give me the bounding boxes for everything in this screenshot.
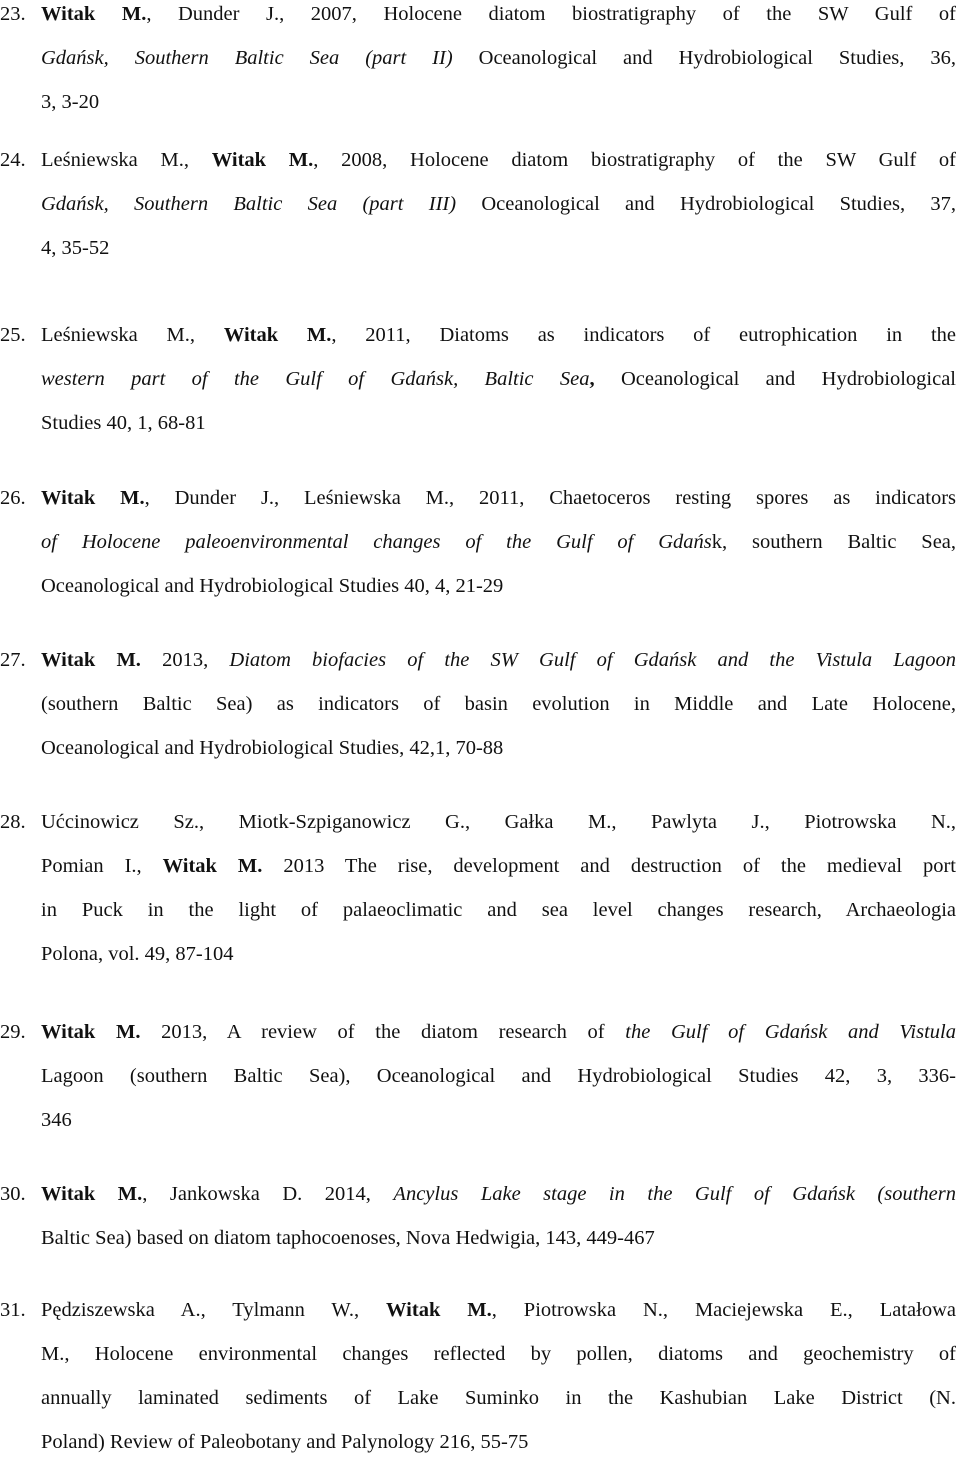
reference-text: , Jankowska D. 2014,	[142, 1183, 394, 1205]
author-highlight: Witak M.	[223, 324, 332, 346]
reference-line	[0, 726, 956, 770]
title-text: Ancylus Lake stage in the Gulf of Gdańsk (southern	[393, 1183, 957, 1205]
reference-text: 4, 35-52	[41, 237, 110, 259]
reference-line	[0, 1376, 956, 1420]
reference-text: Pomian I.,	[41, 855, 163, 877]
author-highlight: ,	[589, 368, 595, 390]
reference-entry	[0, 0, 956, 124]
author-highlight: Witak M.	[41, 1021, 141, 1043]
reference-text: k, southern Baltic Sea,	[711, 531, 957, 553]
reference-entry	[0, 1010, 956, 1142]
reference-text: , 2011, Diatoms as indicators of eutrophication in the	[331, 324, 956, 346]
reference-entry	[0, 313, 956, 445]
reference-line	[0, 638, 956, 682]
author-highlight: Witak M.	[386, 1299, 492, 1321]
reference-line	[0, 932, 956, 976]
reference-text: , Dunder J., 2007, Holocene diatom biostratigraphy of the SW Gulf of	[146, 3, 956, 25]
reference-line	[0, 138, 956, 182]
reference-text: 2013 The rise, development and destruction of the medieval port	[262, 855, 957, 877]
title-text: western part of the Gulf of Gdańsk, Baltic Sea	[41, 368, 590, 390]
reference-text: Leśniewska M.,	[41, 149, 212, 171]
reference-line	[0, 564, 956, 608]
reference-line	[0, 520, 956, 564]
reference-line	[0, 80, 956, 124]
reference-text: Pędziszewska A., Tylmann W.,	[41, 1299, 387, 1321]
reference-text: 3, 3-20	[41, 91, 100, 113]
reference-text: 2013, A review of the diatom research of	[140, 1021, 626, 1043]
author-highlight: Witak M.	[41, 1183, 143, 1205]
reference-text: Oceanological and Hydrobiological Studies 40, 4, 21-29	[41, 575, 504, 597]
reference-line	[0, 800, 956, 844]
reference-line	[0, 1288, 956, 1332]
reference-text: annually laminated sediments of Lake Suminko in the Kashubian Lake District (N.	[41, 1387, 956, 1409]
reference-text: 2013,	[140, 649, 230, 671]
reference-line	[0, 1172, 956, 1216]
title-text: Gdańsk, Southern Baltic Sea (part II)	[41, 47, 453, 69]
author-highlight: Witak M.	[41, 487, 145, 509]
reference-text: M., Holocene environmental changes reflected by pollen, diatoms and geochemistry of	[41, 1343, 956, 1365]
title-text: Gdańsk, Southern Baltic Sea (part III)	[41, 193, 457, 215]
reference-text: in Puck in the light of palaeoclimatic and sea level changes research, Archaeologia	[41, 899, 956, 921]
reference-line	[0, 357, 956, 401]
reference-text: , Dunder J., Leśniewska M., 2011, Chaetoceros resting spores as indicators	[144, 487, 957, 509]
reference-text: , Piotrowska N., Maciejewska E., Latałowa	[491, 1299, 956, 1321]
reference-entry	[0, 138, 956, 270]
reference-line	[0, 401, 956, 445]
author-highlight: Witak M.	[211, 149, 314, 171]
reference-line	[0, 1332, 956, 1376]
reference-text: Baltic Sea) based on diatom taphocoenoses, Nova Hedwigia, 143, 449-467	[41, 1227, 655, 1249]
reference-line	[0, 226, 956, 270]
reference-text: Oceanological and Hydrobiological Studies, 37,	[456, 193, 956, 215]
reference-line	[0, 1420, 956, 1464]
reference-number: 28.	[0, 811, 26, 833]
reference-line	[0, 1010, 956, 1054]
reference-entry	[0, 1172, 956, 1260]
reference-entry	[0, 800, 956, 976]
reference-text: Ućcinowicz Sz., Miotk-Szpiganowicz G., Gałka M., Pawlyta J., Piotrowska N.,	[41, 811, 956, 833]
reference-entry	[0, 638, 956, 770]
reference-number: 31.	[0, 1299, 26, 1321]
reference-number: 23.	[0, 3, 26, 25]
reference-number: 27.	[0, 649, 26, 671]
reference-text: Oceanological and Hydrobiological Studies, 36,	[452, 47, 956, 69]
title-text: Diatom biofacies of the SW Gulf of Gdańsk and the Vistula Lagoon	[229, 649, 956, 671]
reference-line	[0, 476, 956, 520]
reference-text: Polona, vol. 49, 87-104	[41, 943, 234, 965]
author-highlight: Witak M.	[41, 649, 141, 671]
reference-line	[0, 313, 956, 357]
reference-number: 30.	[0, 1183, 26, 1205]
reference-text: Leśniewska M.,	[41, 324, 224, 346]
author-highlight: Witak M.	[162, 855, 263, 877]
reference-number: 26.	[0, 487, 26, 509]
reference-entry	[0, 476, 956, 608]
reference-line	[0, 888, 956, 932]
reference-text: , 2008, Holocene diatom biostratigraphy of the SW Gulf of	[313, 149, 956, 171]
reference-entry	[0, 1288, 956, 1464]
reference-number: 25.	[0, 324, 26, 346]
reference-number: 29.	[0, 1021, 26, 1043]
reference-text: Oceanological and Hydrobiological	[594, 368, 956, 390]
reference-line	[0, 1098, 956, 1142]
reference-text: (southern Baltic Sea) as indicators of basin evolution in Middle and Late Holocene,	[41, 693, 956, 715]
reference-text: Oceanological and Hydrobiological Studies, 42,1, 70-88	[41, 737, 504, 759]
author-highlight: Witak M.	[41, 3, 147, 25]
reference-line	[0, 1216, 956, 1260]
reference-text: Studies 40, 1, 68-81	[41, 412, 206, 434]
reference-line	[0, 844, 956, 888]
reference-line	[0, 36, 956, 80]
reference-text: Poland) Review of Paleobotany and Palynology 216, 55-75	[41, 1431, 529, 1453]
reference-line	[0, 1054, 956, 1098]
reference-line	[0, 0, 956, 36]
reference-text: Lagoon (southern Baltic Sea), Oceanological and Hydrobiological Studies 42, 3, 336-	[41, 1065, 956, 1087]
reference-line	[0, 182, 956, 226]
title-text: of Holocene paleoenvironmental changes of the Gulf of Gdańs	[41, 531, 712, 553]
reference-text: 346	[41, 1109, 72, 1131]
reference-number: 24.	[0, 149, 26, 171]
reference-line	[0, 682, 956, 726]
title-text: the Gulf of Gdańsk and Vistula	[625, 1021, 957, 1043]
